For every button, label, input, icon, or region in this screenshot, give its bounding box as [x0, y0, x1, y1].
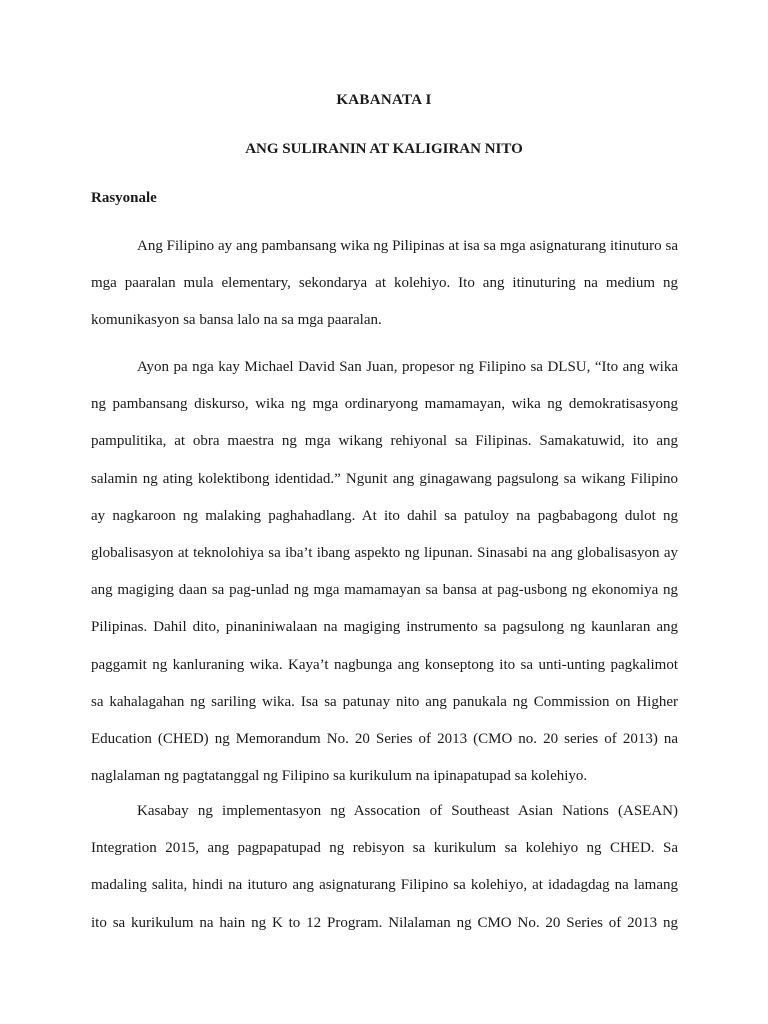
paragraph-line: Kasabay ng implementasyon ng Assocation of Southeast Asian Nations (ASEAN): [137, 803, 678, 819]
section-heading: Rasyonale: [91, 190, 157, 206]
paragraph-1: [91, 228, 678, 340]
paragraph-line: Integration 2015, ang pagpapatupad ng rebisyon sa kurikulum sa kolehiyo ng CHED. Sa: [91, 840, 678, 857]
paragraph-line: komunikasyon sa bansa lalo na sa mga paaralan.: [91, 312, 382, 329]
paragraph-3: [91, 793, 678, 942]
paragraph-line: ng pambansang diskurso, wika ng mga ordinaryong mamamayan, wika ng demokratisasyong: [91, 396, 678, 413]
paragraph-line: salamin ng ating kolektibong identidad.” Ngunit ang ginagawang pagsulong sa wikang Filipino: [91, 470, 678, 487]
paragraph-line: Ayon pa nga kay Michael David San Juan, propesor ng Filipino sa DLSU, “Ito ang wika: [137, 359, 678, 375]
paragraph-line: sa kahalagahan ng sariling wika. Isa sa patunay nito ang panukala ng Commission on Higher: [91, 693, 678, 710]
paragraph-line: ito sa kurikulum na hain ng K to 12 Program. Nilalaman ng CMO No. 20 Series of 2013 ng: [91, 914, 678, 931]
paragraph-line: Pilipinas. Dahil dito, pinaniniwalaan na magiging instrumento sa pagsulong ng kaunlaran ang: [91, 619, 678, 636]
paragraph-line: paggamit ng kanluraning wika. Kaya’t nagbunga ang konseptong ito sa unti-unting pagkalimot: [91, 656, 678, 673]
paragraph-line: madaling salita, hindi na ituturo ang asignaturang Filipino sa kolehiyo, at idadagdag na lamang: [91, 877, 678, 894]
paragraph-line: globalisasyon at teknolohiya sa iba’t ibang aspekto ng lipunan. Sinasabi na ang globalisasyon ay: [91, 544, 678, 561]
paragraph-2: [91, 349, 678, 795]
chapter-title: ANG SULIRANIN AT KALIGIRAN NITO: [245, 141, 523, 157]
chapter-heading: KABANATA I: [336, 92, 432, 108]
paragraph-line: Ang Filipino ay ang pambansang wika ng Pilipinas at isa sa mga asignaturang itinuturo sa: [137, 238, 678, 254]
paragraph-line: pampulitika, at obra maestra ng mga wikang rehiyonal sa Filipinas. Samakatuwid, ito ang: [91, 433, 678, 450]
paragraph-line: Education (CHED) ng Memorandum No. 20 Series of 2013 (CMO no. 20 series of 2013) na: [91, 730, 678, 747]
paragraph-line: naglalaman ng pagtatanggal ng Filipino sa kurikulum na ipinapatupad sa kolehiyo.: [91, 768, 588, 785]
paragraph-line: mga paaralan mula elementary, sekondarya at kolehiyo. Ito ang itinuturing na medium ng: [91, 275, 678, 292]
paragraph-line: ay nagkaroon ng malaking paghahadlang. At ito dahil sa patuloy na pagbabagong dulot ng: [91, 507, 678, 524]
paragraph-line: ang magiging daan sa pag-unlad ng mga mamamayan sa bansa at pag-usbong ng ekonomiya ng: [91, 582, 678, 599]
